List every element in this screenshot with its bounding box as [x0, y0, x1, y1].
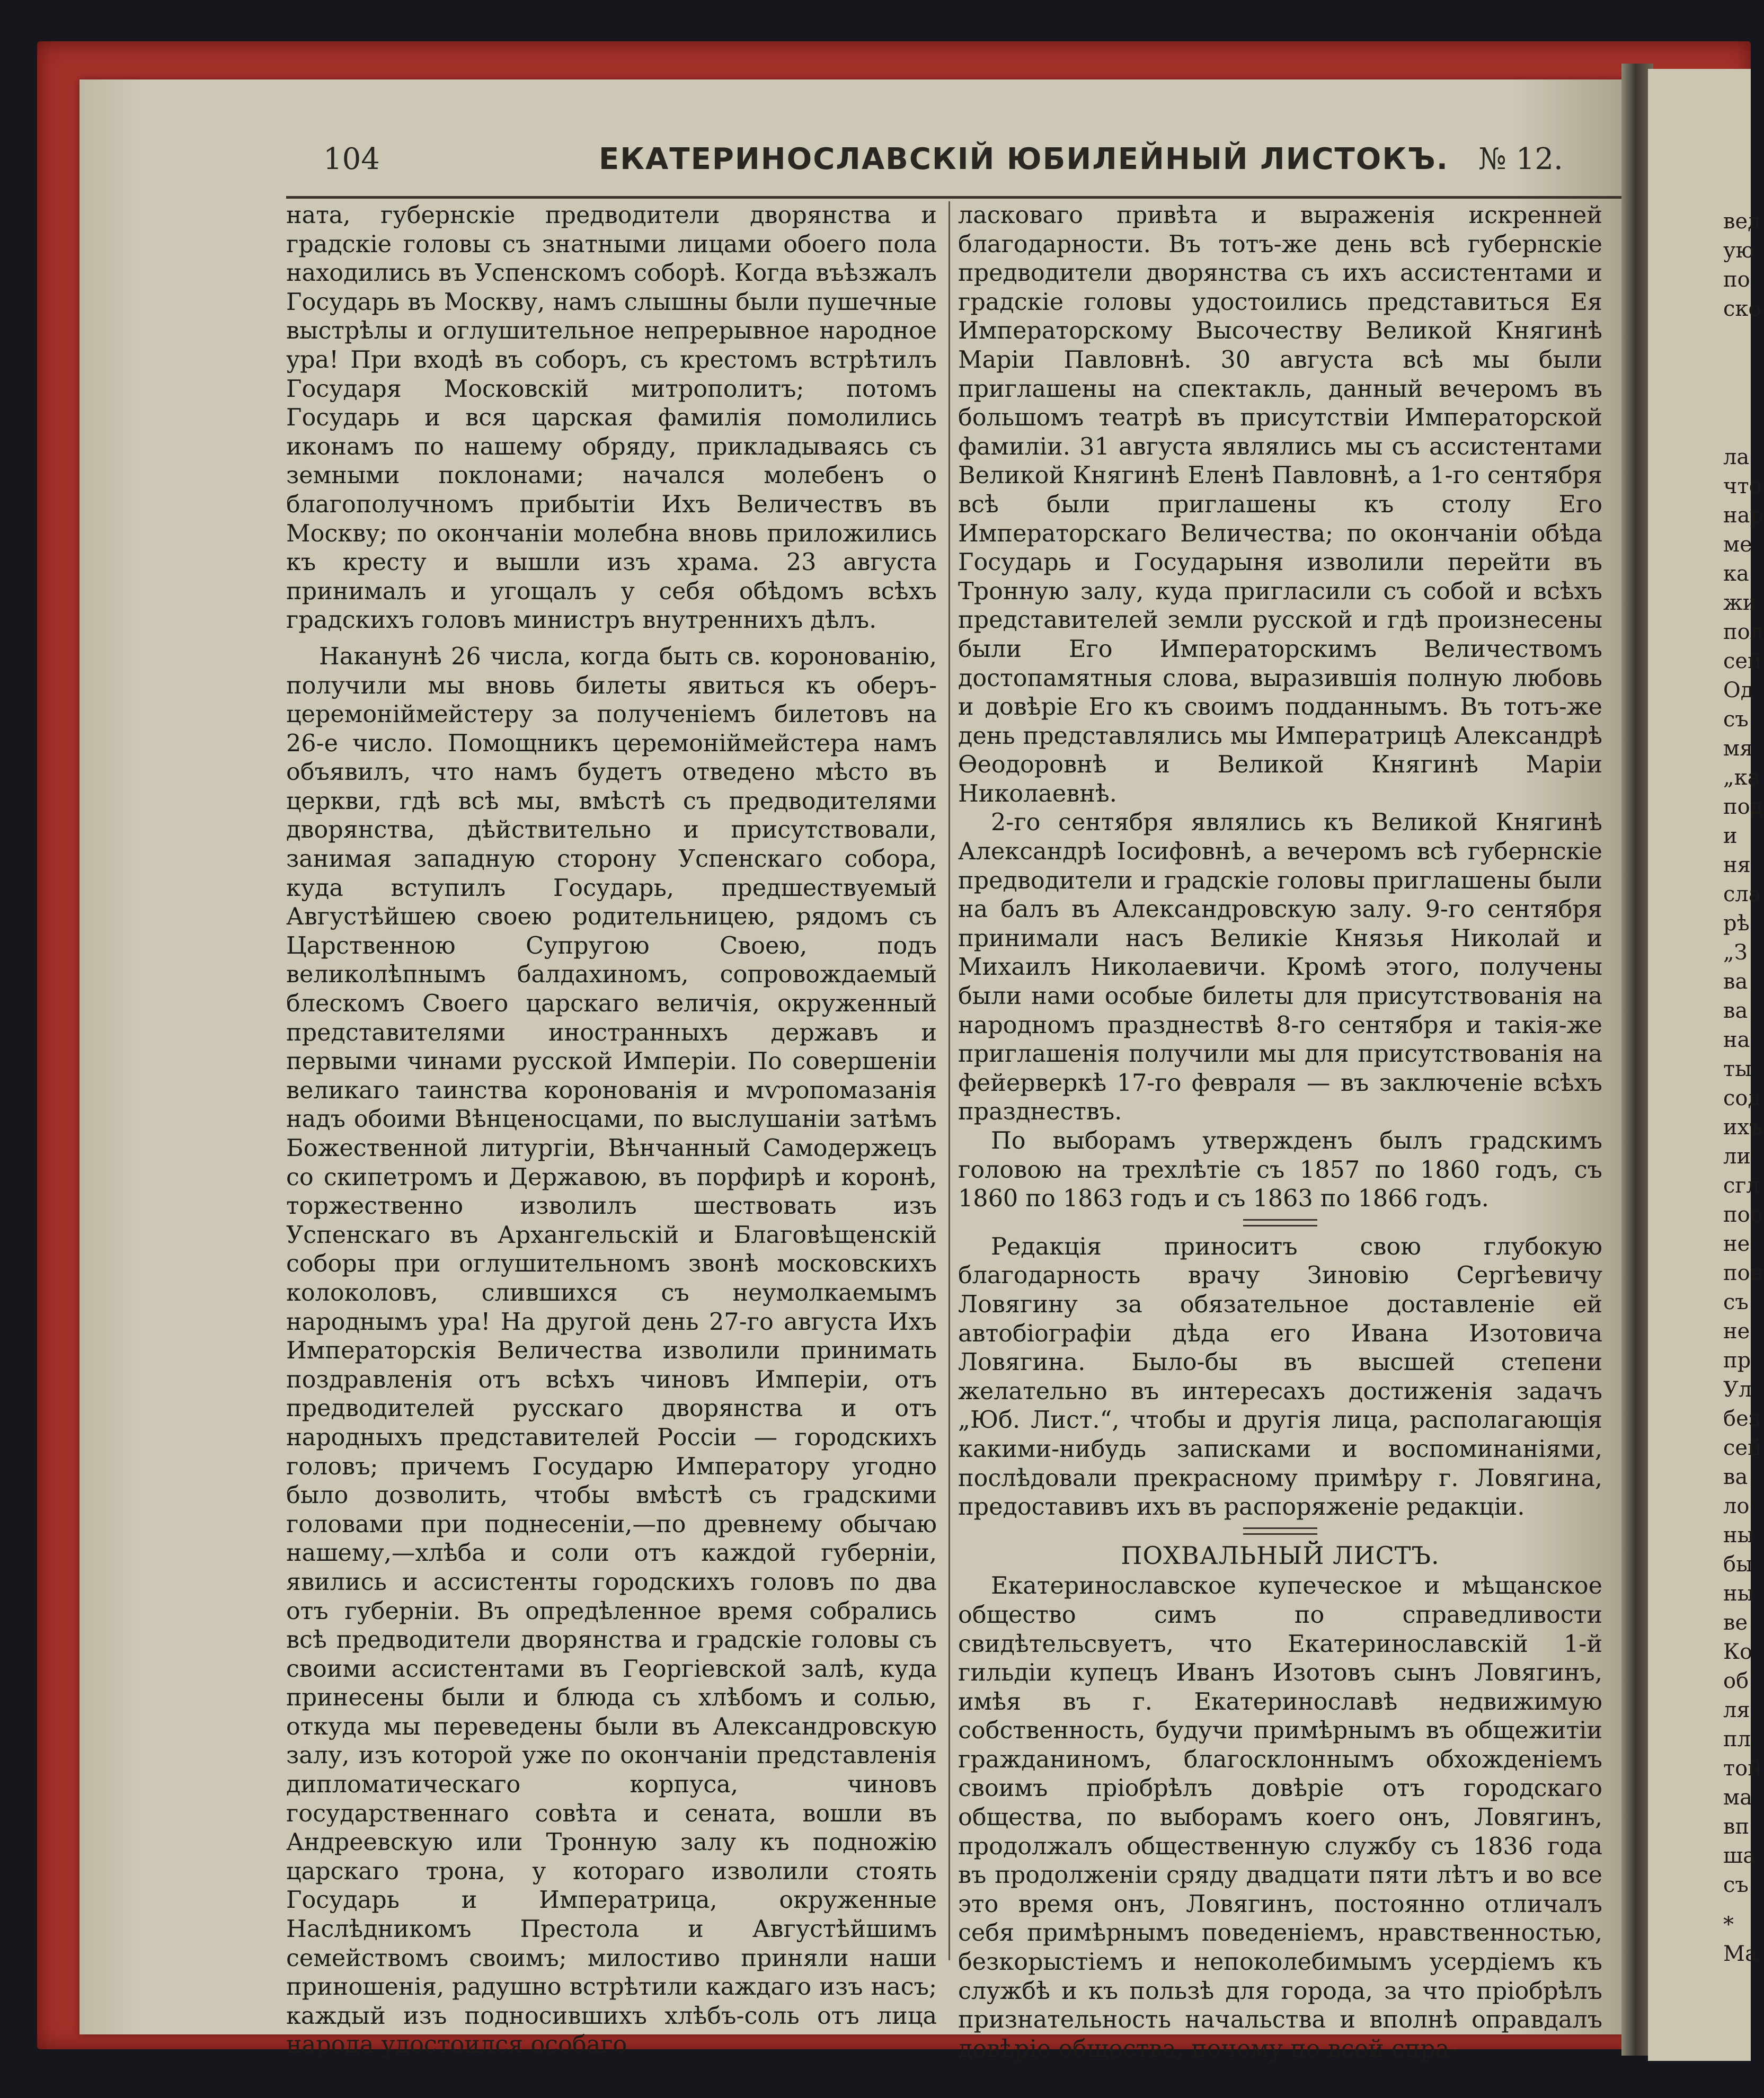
facing-page-fragment: ихъ: [1723, 1115, 1763, 1140]
paragraph: 2-го сентября являлись къ Великой Княгинѣ Александрѣ Іосифовнѣ, а вечеромъ всѣ губернскіе предводители и градскіе головы приглашены были на балъ въ Александровскую залу. 9-го сентября принимали насъ Великіе Князья Николай и Михаилъ Николаевичи. Кромѣ этого, получены были нами особые билеты для присутствованія на народномъ празднествѣ 8-го сентября и такія-же приглашенія получили мы для присутствованія на фейерверкѣ 17-го февраля — въ заключеніе всѣхъ празднествъ.: [958, 809, 1602, 1126]
facing-page-fragment: жи: [1723, 591, 1757, 615]
facing-page-fragment: пр: [1723, 1348, 1751, 1373]
facing-page-fragment: Ул: [1723, 1377, 1752, 1402]
facing-page-fragment: пол: [1723, 620, 1764, 644]
facing-page-fragment: сей: [1723, 1436, 1762, 1460]
paragraph: По выборамъ утвержденъ былъ градскимъ головою на трехлѣтіе съ 1857 по 1860 годъ, съ 1860 по 1863 годъ и съ 1863 по 1866 годъ.: [958, 1127, 1602, 1213]
facing-page-fragment: по: [1723, 268, 1750, 292]
facing-page-fragment: ме: [1723, 532, 1752, 557]
facing-page-fragment: ша: [1723, 1844, 1756, 1868]
facing-page-fragment: ты: [1723, 1057, 1752, 1081]
facing-page-fragment: сод: [1723, 1086, 1761, 1110]
facing-page-fragment: что: [1723, 474, 1762, 499]
facing-page-fragment: сей: [1723, 649, 1762, 673]
facing-page-fragment: без: [1723, 1407, 1760, 1431]
page-number: 104: [323, 142, 380, 176]
facing-page-fragment: ло: [1723, 1494, 1750, 1518]
facing-page-fragment: съ: [1723, 1873, 1749, 1897]
facing-page-fragment: не: [1723, 1232, 1750, 1256]
facing-page-fragment: на: [1723, 1028, 1750, 1052]
facing-page-fragment: той: [1723, 1756, 1762, 1781]
facing-page-fragment: пос: [1723, 1203, 1762, 1227]
facing-page-fragment: ва: [1723, 999, 1748, 1023]
facing-page-fragment: ня: [1723, 853, 1751, 877]
facing-page-fragment: не: [1723, 1319, 1750, 1344]
facing-page-fragment: нар: [1723, 503, 1764, 528]
paragraph: Екатеринославское купеческое и мѣщанское общество симъ по справедливости свидѣтельсвуетъ, что Екатеринославскій 1-й гильдіи купецъ Иванъ Изотовъ сынъ Ловягинъ, имѣя въ г. Екатеринославѣ недвижимую собственность, будучи примѣрнымъ въ общежитіи гражданиномъ, благосклоннымъ обхожденіемъ своимъ пріобрѣлъ довѣріе отъ городскаго общества, по выборамъ коего онъ, Ловягинъ, продолжалъ общественную службу съ 1836 года въ продолженіи сряду двадцати пяти лѣтъ и во все это время онъ, Ловягинъ, постоянно отличалъ себя примѣрнымъ поведеніемъ, нравственностью, безкорыстіемъ и непоколебимымъ усердіемъ къ службѣ и къ пользѣ для города, за что пріобрѣлъ признательность начальства и вполнѣ оправдалъ довѣріе общества, почему по всей спра-: [958, 1572, 1602, 2063]
facing-page-fragment: ка: [1723, 562, 1749, 586]
issue-number: № 12.: [1478, 142, 1563, 176]
facing-page-fragment: ны: [1723, 1523, 1754, 1548]
paragraph: Наканунѣ 26 числа, когда быть св. коронованію, получили мы вновь билеты явиться къ оберъ-церемоніймейстеру за полученіемъ билетовъ на 26-е число. Помощникъ церемоніймейстера намъ объявилъ, что намъ будетъ отведено мѣсто въ церкви, гдѣ всѣ мы, вмѣстѣ съ предводителями дворянства, дѣйствительно и присутствовали, занимая западную сторону Успенскаго собора, куда вступилъ Государь, предшествуемый Августѣйшею своею родительницею, рядомъ съ Царственною Супругою Своею, подъ великолѣпнымъ балдахиномъ, сопровождаемый блескомъ Своего царскаго величія, окруженный представителями иностранныхъ державъ и первыми чинами русской Имперіи. По совершеніи великаго таинства коронованія и мѵропомазанія надъ обоими Вѣнценосцами, по выслушаніи затѣмъ Божественной литургіи, Вѣнчанный Самодержецъ со скипетромъ и Державою, въ порфирѣ и коронѣ, торжественно изволилъ шествовать изъ Успенскаго въ Архангельскій и Благовѣщенскій соборы при оглушительномъ звонѣ московскихъ колоколовъ, слившихся съ неумолкаемымъ народнымъ ура! На другой день 27-го августа Ихъ Императорскія Величества изволили принимать поздравленія отъ всѣхъ чиновъ Имперіи, отъ предводителей русскаго дворянства и отъ народныхъ представителей Россіи — городскихъ головъ; причемъ Государю Императору угодно было дозволить, чтобы вмѣстѣ съ градскими головами при поднесеніи,—по древнему обычаю нашему,—хлѣба и соли отъ каждой губерніи, явились и ассистенты городскихъ головъ по два отъ губерніи. Въ опредѣленное время собрались всѣ предводители дворянства и градскіе головы съ своими ассистентами въ Георгіевской залѣ, куда принесены были и блюда съ хлѣбомъ и солью, откуда мы переведены были въ Александровскую залу, изъ которой уже по окончаніи представленія дипломатическаго корпуса, чиновъ государственнаго совѣта и сената, вошли въ Андреевскую или Тронную залу къ подножію царскаго трона, у котораго изволили стоять Государь и Императрица, окруженные Наслѣдникомъ Престола и Августѣйшимъ семействомъ своимъ; милостиво приняли наши приношенія, радушно встрѣтили каждаго изъ насъ; каждый изъ подносившихъ хлѣбъ-соль отъ лица народа удостоился особаго: [286, 643, 937, 2059]
facing-page-fragment: об: [1723, 1669, 1749, 1693]
right-column: [958, 201, 1602, 2064]
facing-page-fragment: *: [1723, 1913, 1734, 1937]
editorial-note: Редакція приноситъ свою глубокую благодарность врачу Зиновію Сергѣевичу Ловягину за обязательное доставленіе ей автобіографіи дѣда его Ивана Изотовича Ловягина. Было-бы въ высшей степени желательно въ интересахъ достиженія задачъ „Юб. Лист.“, чтобы и другія лица, располагающія какими-нибудь записками и воспоминаніями, послѣдовали прекрасному примѣру г. Ловягина, предоставивъ ихъ въ распоряженіе редакціи.: [958, 1233, 1602, 1521]
facing-page-fragment: пл: [1723, 1727, 1751, 1752]
facing-page-fragment: съ: [1723, 1290, 1749, 1314]
facing-page-fragment: ве: [1723, 1611, 1748, 1635]
paragraph: ната, губернскіе предводители дворянства и градскіе головы съ знатными лицами обоего пола находились въ Успенскомъ соборѣ. Когда въѣзжалъ Государь въ Москву, намъ слышны были пушечные выстрѣлы и оглушительное непрерывное народное ура! При входѣ въ соборъ, съ крестомъ встрѣтилъ Государя Московскій митрополитъ; потомъ Государь и вся царская фамилія помолились иконамъ по нашему обряду, прикладываясь съ земными поклонами; начался молебенъ о благополучномъ прибытіи Ихъ Величествъ въ Москву; по окончаніи молебна вновь приложились къ кресту и вышли изъ храма. 23 августа принималъ и угощалъ у себя обѣдомъ всѣхъ градскихъ головъ министръ внутреннихъ дѣлъ.: [286, 202, 937, 634]
facing-page-fragment: ско: [1723, 297, 1761, 321]
facing-page-fragment: ля: [1723, 1698, 1750, 1722]
facing-page-fragment: под: [1723, 795, 1763, 819]
facing-page-fragment: Ма: [1723, 1942, 1758, 1966]
facing-page-fragment: ла: [1723, 445, 1750, 469]
facing-page-fragment: ны: [1723, 1581, 1754, 1606]
facing-page-fragment: ва: [1723, 1465, 1748, 1489]
column-divider: [949, 201, 950, 1960]
section-separator: [1243, 1219, 1317, 1226]
section-title: ПОХВАЛЬНЫЙ ЛИСТЪ.: [1121, 1541, 1440, 1570]
facing-page-fragment: ую: [1723, 238, 1754, 263]
facing-page-fragment: ли: [1723, 1144, 1751, 1169]
facing-page-fragment: ва: [1723, 970, 1748, 994]
facing-page-fragment: бы: [1723, 1552, 1753, 1577]
facing-page-fragment: Од: [1723, 678, 1754, 703]
facing-page-fragment: вед: [1723, 209, 1761, 234]
facing-page-fragment: Ко: [1723, 1640, 1753, 1664]
facing-page-fragment: рѣ: [1723, 911, 1750, 936]
paragraph: ласковаго привѣта и выраженія искренней благодарности. Въ тотъ-же день всѣ губернскіе предводители дворянства съ ихъ ассистентами и градскіе головы удостоились представиться Ея Императорскому Высочеству Великой Княгинѣ Маріи Павловнѣ. 30 августа всѣ мы были приглашены на спектакль, данный вечеромъ въ большомъ театрѣ въ присутствіи Императорской фамиліи. 31 августа являлись мы съ ассистентами Великой Княгинѣ Еленѣ Павловнѣ, а 1-го сентября всѣ были приглашены къ столу Его Императорскаго Величества; по окончаніи обѣда Государь и Государыня изволили перейти въ Тронную залу, куда пригласили съ собой и всѣхъ представителей земли русской и гдѣ произнесены были Его Императорскимъ Величествомъ достопамятныя слова, выразившія полную любовь и довѣріе Его къ своимъ подданнымъ. Въ тотъ-же день представлялись мы Императрицѣ Александрѣ Ѳеодоровнѣ и Великой Княгинѣ Маріи Николаевнѣ.: [958, 202, 1602, 807]
facing-page-fragment: „З: [1723, 940, 1748, 965]
facing-page-fragment: „ка: [1723, 766, 1760, 790]
facing-page-fragment: сгл: [1723, 1174, 1760, 1198]
section-separator: [1243, 1527, 1317, 1535]
left-column: [286, 201, 937, 2060]
facing-page-fragment: вп: [1723, 1815, 1750, 1839]
facing-page-fragment: съ: [1723, 707, 1749, 732]
header-rule: [286, 196, 1621, 199]
facing-page-fragment: ма: [1723, 1785, 1752, 1810]
facing-page-fragment: сла: [1723, 882, 1761, 906]
journal-title: ЕКАТЕРИНОСЛАВСКІЙ ЮБИЛЕЙНЫЙ ЛИСТОКЪ.: [599, 142, 1449, 176]
facing-page-fragment: и: [1723, 824, 1738, 848]
facing-page-fragment: мя: [1723, 736, 1753, 761]
facing-page-fragment: пон: [1723, 1261, 1764, 1285]
